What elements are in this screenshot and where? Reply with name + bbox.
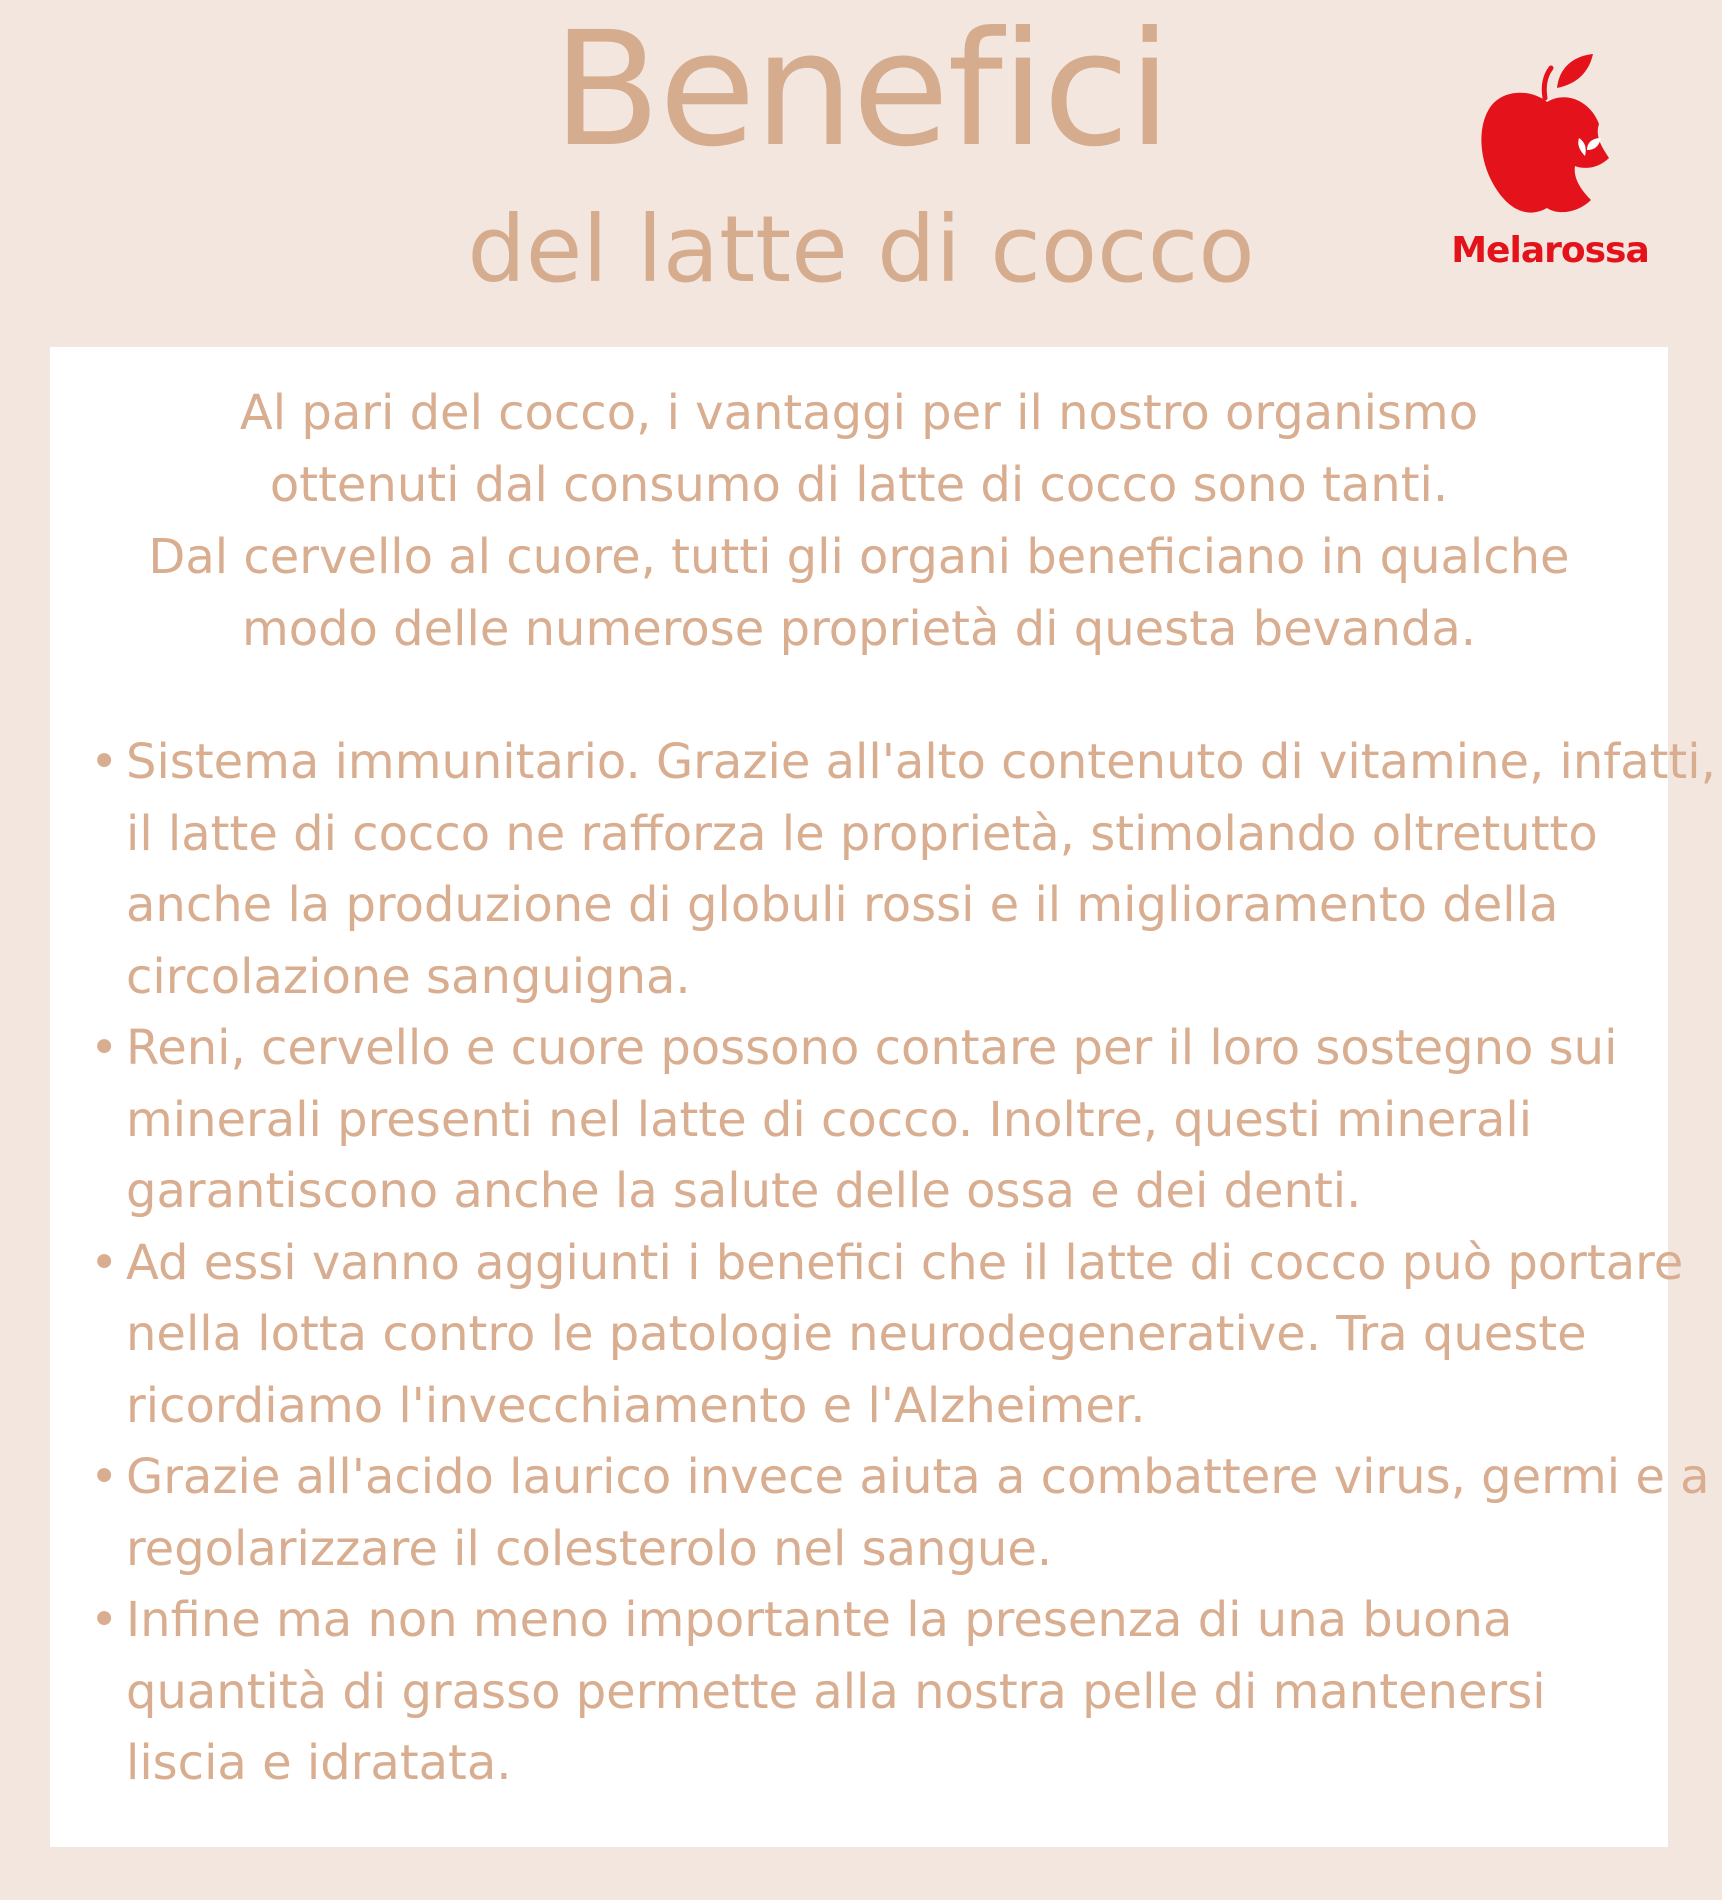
brand-logo[interactable] — [1440, 50, 1660, 290]
intro-line: Dal cervello al cuore, tutti gli organi beneficiano in qualche — [148, 529, 1570, 585]
list-item-line: anche la produzione di globuli rossi e il miglioramento della — [126, 877, 1559, 933]
list-item-line: circolazione sanguigna. — [126, 948, 691, 1005]
brand-name: Melarossa — [1451, 230, 1649, 271]
list-item-line: • Sistema immunitario. Grazie all'alto contenuto di vitamine, infatti, — [126, 734, 1716, 790]
list-item-line: liscia e idratata. — [126, 1735, 512, 1791]
apple-icon — [1475, 50, 1625, 220]
list-item-line: regolarizzare il colesterolo nel sangue. — [126, 1520, 1053, 1577]
list-item-line: minerali presenti nel latte di cocco. Inoltre, questi minerali — [126, 1091, 1533, 1148]
page-title: Benefici — [552, 0, 1170, 182]
intro-line: ottenuti dal consumo di latte di cocco sono tanti. — [269, 457, 1449, 513]
list-item — [90, 1585, 1650, 1800]
header — [0, 0, 1722, 330]
list-item — [90, 1013, 1650, 1228]
benefits-list — [90, 727, 1716, 1800]
page-subtitle: del latte di cocco — [467, 196, 1255, 303]
intro-paragraph — [110, 377, 1608, 665]
list-item-line: quantità di grasso permette alla nostra pelle di mantenersi — [126, 1663, 1546, 1720]
list-item-line: il latte di cocco ne rafforza le proprietà, stimolando oltretutto — [126, 805, 1598, 862]
list-item-line: garantiscono anche la salute delle ossa e dei denti. — [126, 1163, 1362, 1219]
list-item-line: nella lotta contro le patologie neurodegenerative. Tra queste — [126, 1306, 1587, 1362]
list-item-line: • Grazie all'acido laurico invece aiuta a combattere virus, germi e a — [126, 1449, 1710, 1505]
list-item-line: • Infine ma non meno importante la presenza di una buona — [126, 1592, 1513, 1648]
list-item — [90, 1228, 1684, 1443]
intro-line: modo delle numerose proprietà di questa bevanda. — [241, 601, 1477, 657]
list-item — [90, 1442, 1710, 1585]
list-item-line: • Ad essi vanno aggiunti i benefici che il latte di cocco può portare — [126, 1234, 1684, 1291]
list-item — [90, 727, 1716, 1013]
list-item-line: • Reni, cervello e cuore possono contare per il loro sostegno sui — [126, 1020, 1618, 1076]
intro-line: Al pari del cocco, i vantaggi per il nostro organismo — [239, 385, 1479, 441]
content-card — [50, 347, 1716, 1847]
list-item-line: ricordiamo l'invecchiamento e l'Alzheimer. — [126, 1377, 1146, 1434]
